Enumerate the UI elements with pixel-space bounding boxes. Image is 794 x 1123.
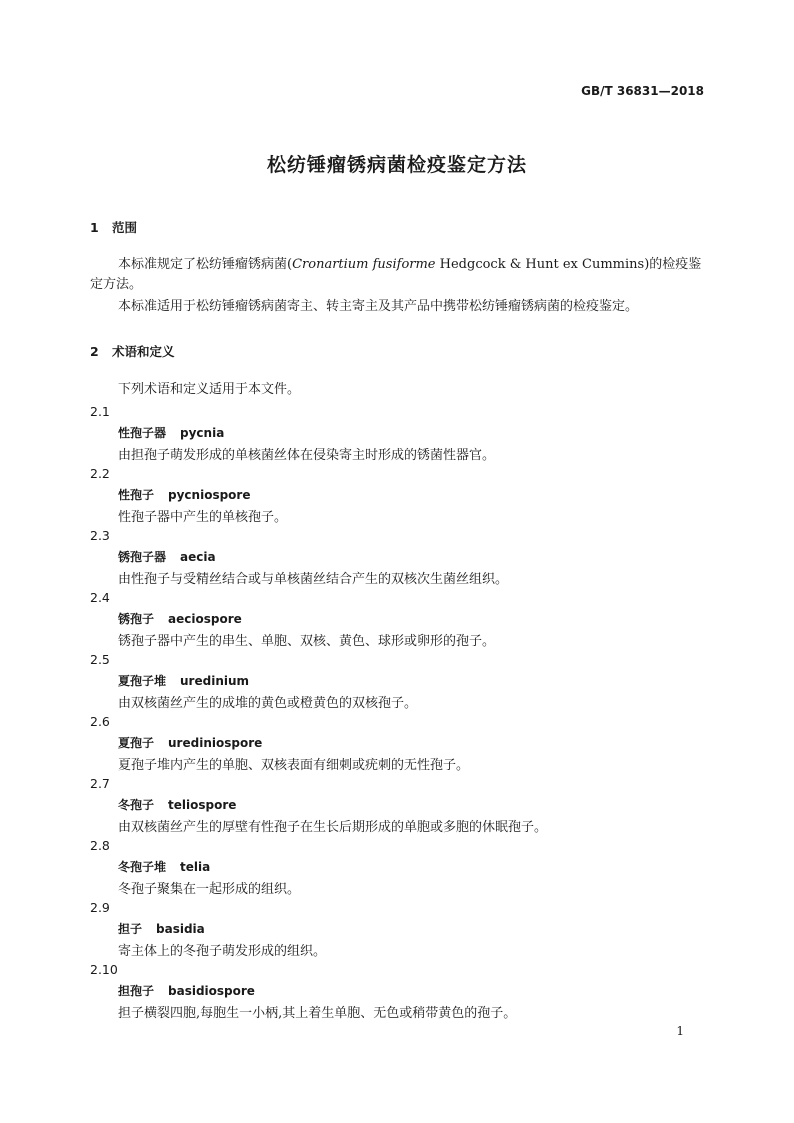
term-en: pycnia xyxy=(180,426,225,440)
term-heading xyxy=(118,672,249,689)
term-zh: 性孢子器 xyxy=(118,426,167,440)
section-2-heading xyxy=(90,342,175,360)
term-number: 2.2 xyxy=(90,466,110,481)
section-title: 范围 xyxy=(112,220,138,235)
term-number: 2.4 xyxy=(90,590,110,605)
term-en: aeciospore xyxy=(168,612,242,626)
term-heading xyxy=(118,486,250,503)
term-en: basidiospore xyxy=(168,984,255,998)
term-en: uredinium xyxy=(180,674,250,688)
term-definition: 寄主体上的冬孢子萌发形成的组织。 xyxy=(118,944,327,959)
term-zh: 夏孢子 xyxy=(118,736,155,750)
section-1-heading xyxy=(90,218,137,236)
term-number: 2.5 xyxy=(90,652,110,667)
term-number: 2.7 xyxy=(90,776,110,791)
term-definition: 由担孢子萌发形成的单核菌丝体在侵染寄主时形成的锈菌性器官。 xyxy=(118,448,496,463)
term-number: 2.10 xyxy=(90,962,118,977)
term-heading xyxy=(118,548,216,565)
standard-number: GB/T 36831—2018 xyxy=(581,84,704,98)
term-number: 2.9 xyxy=(90,900,110,915)
term-zh: 锈孢子 xyxy=(118,612,155,626)
term-heading xyxy=(118,610,242,627)
term-en: telia xyxy=(180,860,211,874)
scope-paragraph-2: 本标准适用于松纺锤瘤锈病菌寄主、转主寄主及其产品中携带松纺锤瘤锈病菌的检疫鉴定。 xyxy=(118,299,639,314)
terms-intro: 下列术语和定义适用于本文件。 xyxy=(118,382,301,397)
term-en: aecia xyxy=(180,550,216,564)
term-heading xyxy=(118,982,255,999)
term-definition: 由性孢子与受精丝结合或与单核菌丝结合产生的双核次生菌丝组织。 xyxy=(118,572,509,587)
term-zh: 冬孢子 xyxy=(118,798,155,812)
term-heading xyxy=(118,796,236,813)
term-definition: 担子横裂四胞,每胞生一小柄,其上着生单胞、无色或稍带黄色的孢子。 xyxy=(118,1006,517,1021)
term-definition: 由双核菌丝产生的成堆的黄色或橙黄色的双核孢子。 xyxy=(118,696,418,711)
scope-text-suffix: Hedgcock & Hunt ex Cummins)的检疫鉴定方法。 xyxy=(90,257,702,292)
section-title: 术语和定义 xyxy=(112,344,175,359)
term-number: 2.6 xyxy=(90,714,110,729)
term-heading xyxy=(118,858,210,875)
page-number: 1 xyxy=(676,1024,684,1038)
term-en: pycniospore xyxy=(168,488,251,502)
term-heading xyxy=(118,424,224,441)
scope-paragraph-1 xyxy=(90,255,704,295)
term-number: 2.1 xyxy=(90,404,110,419)
section-number: 2 xyxy=(90,344,99,359)
term-zh: 冬孢子堆 xyxy=(118,860,167,874)
term-number: 2.8 xyxy=(90,838,110,853)
scope-text-prefix: 本标准规定了松纺锤瘤锈病菌( xyxy=(118,257,293,272)
term-definition: 由双核菌丝产生的厚壁有性孢子在生长后期形成的单胞或多胞的休眠孢子。 xyxy=(118,820,548,835)
term-number: 2.3 xyxy=(90,528,110,543)
document-title: 松纺锤瘤锈病菌检疫鉴定方法 xyxy=(266,154,527,176)
term-heading xyxy=(118,920,205,937)
term-definition: 性孢子器中产生的单核孢子。 xyxy=(118,510,288,525)
term-zh: 担孢子 xyxy=(118,984,155,998)
term-zh: 夏孢子堆 xyxy=(118,674,167,688)
term-en: teliospore xyxy=(168,798,237,812)
term-zh: 担子 xyxy=(118,922,143,936)
section-number: 1 xyxy=(90,220,99,235)
latin-species-name: Cronartium fusiforme xyxy=(292,257,436,272)
term-en: basidia xyxy=(156,922,205,936)
term-zh: 锈孢子器 xyxy=(118,550,167,564)
term-zh: 性孢子 xyxy=(118,488,155,502)
term-heading xyxy=(118,734,262,751)
term-definition: 夏孢子堆内产生的单胞、双核表面有细刺或疣刺的无性孢子。 xyxy=(118,758,470,773)
term-en: urediniospore xyxy=(168,736,263,750)
term-definition: 冬孢子聚集在一起形成的组织。 xyxy=(118,882,301,897)
term-definition: 锈孢子器中产生的串生、单胞、双核、黄色、球形或卵形的孢子。 xyxy=(118,634,496,649)
